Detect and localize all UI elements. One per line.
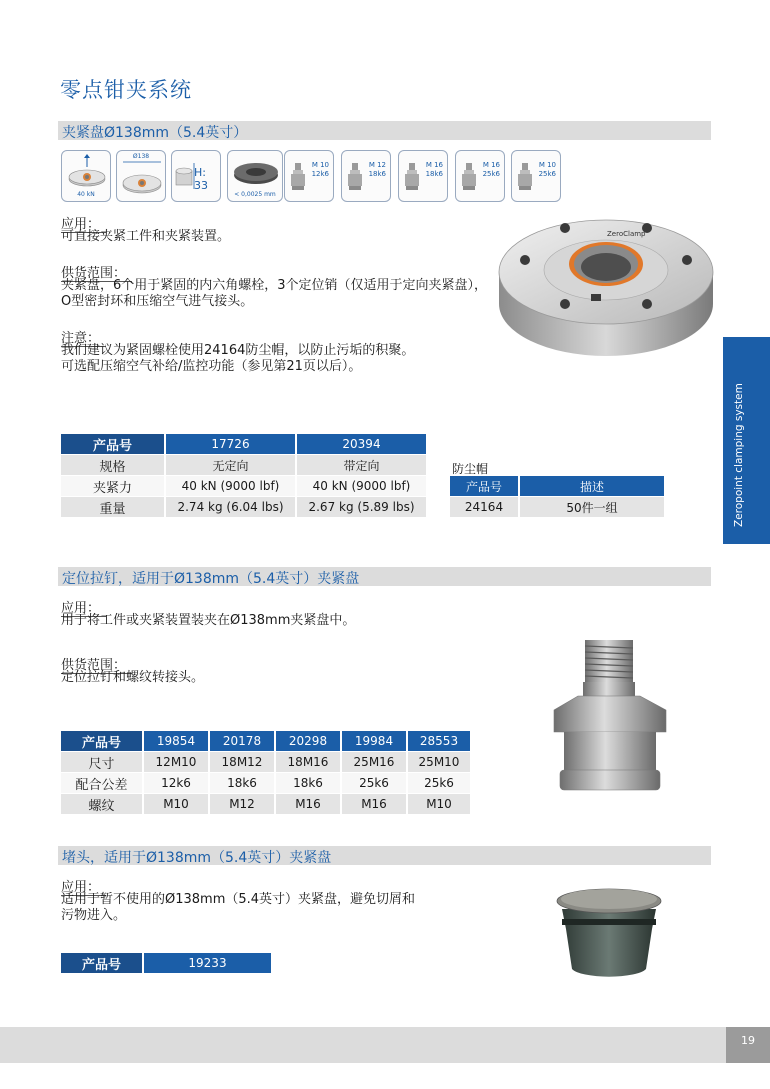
pin-spec (483, 161, 500, 179)
header-cell: 产品号 (61, 434, 164, 454)
section-header-clamping-plate (58, 121, 711, 140)
table-cell: 40 kN (9000 lbf) (297, 476, 426, 496)
icon-tile-force (61, 150, 111, 202)
header-cell: 产品号 (61, 731, 142, 751)
application-text: 用于将工件或夹紧装置装夹在Ø138mm夹紧盘中。 (61, 613, 356, 628)
application-line-2: 污物进入。 (61, 908, 127, 923)
table-cell: 夹紧力 (61, 476, 164, 496)
pull-stud-icon (404, 163, 420, 191)
table-cell: M12 (210, 794, 274, 814)
dustcap-caption: 防尘帽 (452, 462, 489, 476)
table-row (61, 497, 426, 517)
diameter-icon (120, 159, 164, 199)
page-title: 零点钳夹系统 (60, 78, 192, 102)
table-cell: 18k6 (210, 773, 274, 793)
pin-thread: M 16 (482, 161, 500, 169)
section-header-pull-stud (58, 567, 711, 586)
scope-line-1: 夹紧盘，6个用于紧固的内六角螺栓，3个定位销（仅适用于定向夹紧盘）， (61, 278, 488, 293)
pull-stud-image (548, 636, 678, 798)
pin-fit: 12k6 (311, 170, 329, 178)
note-line-2: 可选配压缩空气补给/监控功能（参见第21页以后）。 (61, 359, 362, 374)
pull-stud-icon (347, 163, 363, 191)
pin-spec (539, 161, 556, 179)
table-cell: M10 (144, 794, 208, 814)
pin-thread: M 10 (311, 161, 329, 169)
header-cell: 20394 (297, 434, 426, 454)
force-value: 40 kN (77, 191, 95, 198)
table-cell: 规格 (61, 455, 164, 475)
table-cell: 25k6 (408, 773, 470, 793)
page-number: 19 (726, 1027, 770, 1063)
force-icon (66, 153, 108, 191)
side-tab (723, 337, 770, 544)
table-cell: 2.67 kg (5.89 lbs) (297, 497, 426, 517)
pin-fit: 25k6 (482, 170, 500, 178)
table-header-row (61, 731, 470, 751)
pull-stud-table (59, 730, 472, 815)
pin-thread: M 10 (538, 161, 556, 169)
table-cell: 18M12 (210, 752, 274, 772)
icon-tile-pin-2 (341, 150, 391, 202)
table-cell: 无定向 (166, 455, 295, 475)
table-cell: M10 (408, 794, 470, 814)
table-row (450, 497, 664, 517)
pin-spec (426, 161, 443, 179)
height-value: H: 33 (194, 166, 208, 192)
table-cell: 螺纹 (61, 794, 142, 814)
table-cell: 40 kN (9000 lbf) (166, 476, 295, 496)
header-cell: 20298 (276, 731, 340, 751)
flatness-value: < 0,0025 mm (234, 191, 276, 198)
icon-tile-pin-1 (284, 150, 334, 202)
table-cell: 18M16 (276, 752, 340, 772)
table-cell: 25M16 (342, 752, 406, 772)
table-cell: 18k6 (276, 773, 340, 793)
table-cell: 25M10 (408, 752, 470, 772)
pin-spec (369, 161, 386, 179)
note-label: 注意： (61, 327, 106, 347)
clamping-plate-image (495, 212, 717, 362)
icon-tile-diameter (116, 150, 166, 202)
application-label: 应用： (61, 876, 106, 896)
table-header-row (450, 476, 664, 496)
table-cell: M16 (342, 794, 406, 814)
pin-spec (312, 161, 329, 179)
table-cell: 尺寸 (61, 752, 142, 772)
header-cell: 17726 (166, 434, 295, 454)
header-cell: 19233 (144, 953, 271, 973)
table-header-row (61, 953, 271, 973)
table-row (61, 455, 426, 475)
scope-text: 定位拉钉和螺纹转接头。 (61, 670, 205, 685)
pull-stud-icon (517, 163, 533, 191)
icon-tile-height (171, 150, 221, 202)
section-title: 定位拉钉，适用于Ø138mm（5.4英寸）夹紧盘 (62, 571, 360, 587)
table-cell: 2.74 kg (6.04 lbs) (166, 497, 295, 517)
header-cell: 20178 (210, 731, 274, 751)
section-title: 堵头，适用于Ø138mm（5.4英寸）夹紧盘 (62, 850, 332, 866)
scope-label: 供货范围： (61, 262, 132, 282)
pull-stud-icon (290, 163, 306, 191)
height-icon (174, 159, 196, 195)
pin-thread: M 12 (368, 161, 386, 169)
header-cell: 19854 (144, 731, 208, 751)
table-cell: M16 (276, 794, 340, 814)
diameter-value: Ø138 (132, 153, 150, 160)
dustcap-table (448, 475, 666, 518)
header-cell: 产品号 (61, 953, 142, 973)
footer-bar (0, 1027, 726, 1063)
header-cell: 描述 (520, 476, 664, 496)
table-row (61, 476, 426, 496)
pin-fit: 25k6 (538, 170, 556, 178)
table-cell: 带定向 (297, 455, 426, 475)
section-header-blind-plug (58, 846, 711, 865)
table-row (61, 752, 470, 772)
pin-fit: 18k6 (368, 170, 386, 178)
section-title: 夹紧盘Ø138mm（5.4英寸） (62, 125, 248, 141)
header-cell: 28553 (408, 731, 470, 751)
icon-tile-flatness (227, 150, 283, 202)
table-cell: 配合公差 (61, 773, 142, 793)
table-cell: 12k6 (144, 773, 208, 793)
application-line-1: 适用于暂不使用的Ø138mm（5.4英寸）夹紧盘，避免切屑和 (61, 892, 416, 907)
application-label: 应用： (61, 213, 106, 233)
icon-tile-pin-5 (511, 150, 561, 202)
scope-label: 供货范围： (61, 654, 132, 674)
note-line-1: 我们建议为紧固螺栓使用24164防尘帽，以防止污垢的积聚。 (61, 343, 415, 358)
application-label: 应用： (61, 597, 106, 617)
product-brand-mark: ZeroClamp (607, 230, 646, 238)
table-header-row (61, 434, 426, 454)
header-cell: 19984 (342, 731, 406, 751)
table-row (61, 773, 470, 793)
pull-stud-icon (461, 163, 477, 191)
pin-fit: 18k6 (425, 170, 443, 178)
flatness-icon (231, 159, 281, 187)
table-cell: 50件一组 (520, 497, 664, 517)
scope-line-2: O型密封环和压缩空气进气接头。 (61, 294, 254, 309)
pin-thread: M 16 (425, 161, 443, 169)
icon-tile-pin-3 (398, 150, 448, 202)
table-row (61, 794, 470, 814)
table-cell: 重量 (61, 497, 164, 517)
side-tab-label: Zeropoint clamping system (733, 383, 745, 527)
clamping-plate-table (59, 433, 428, 518)
table-cell: 25k6 (342, 773, 406, 793)
blind-plug-table (59, 952, 273, 974)
table-cell: 12M10 (144, 752, 208, 772)
header-cell: 产品号 (450, 476, 518, 496)
application-text: 可直接夹紧工件和夹紧装置。 (61, 229, 231, 244)
blind-plug-image (548, 883, 670, 983)
icon-tile-pin-4 (455, 150, 505, 202)
table-cell: 24164 (450, 497, 518, 517)
